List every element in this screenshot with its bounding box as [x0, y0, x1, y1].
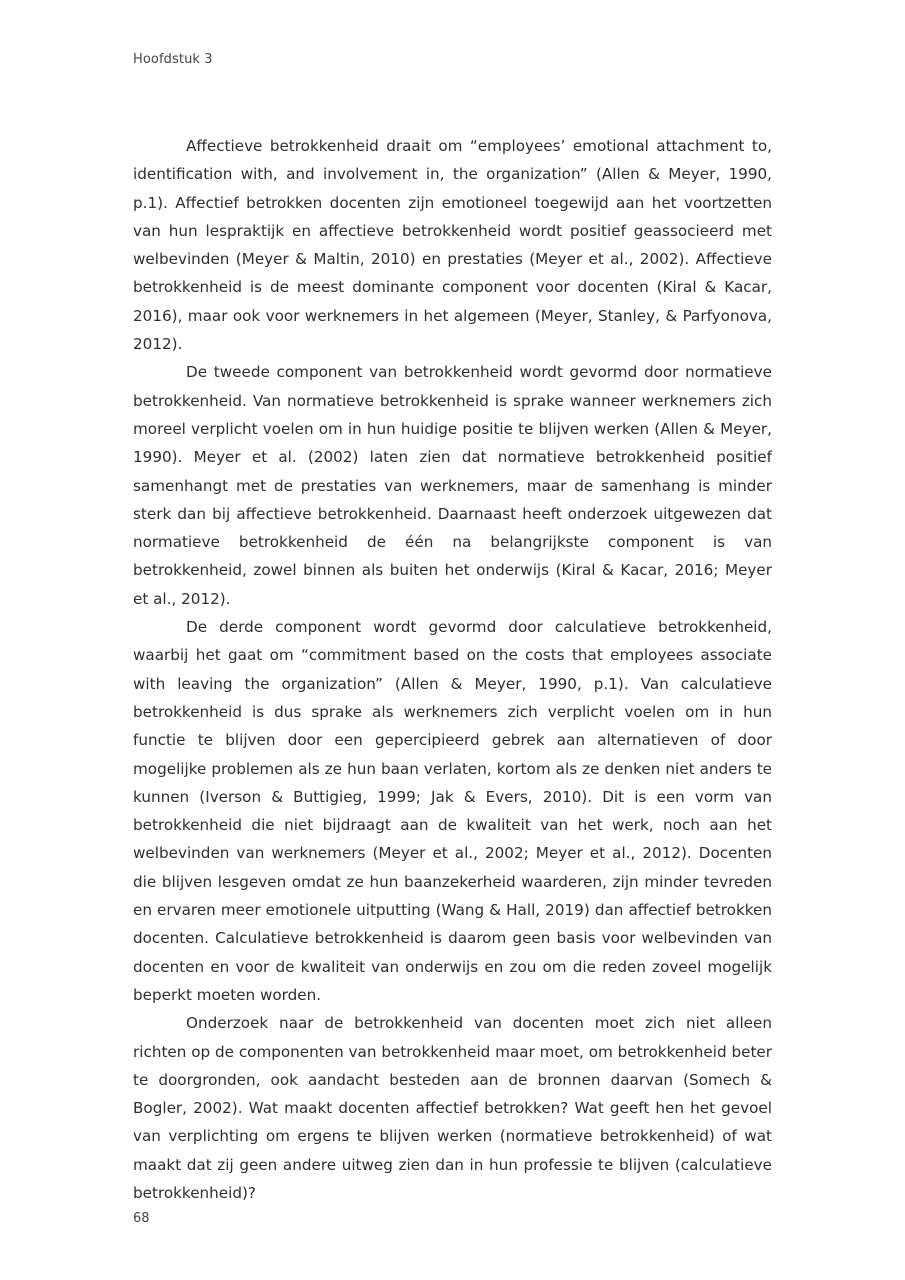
paragraph-sources-of-commitment: Onderzoek naar de betrokkenheid van docenten moet zich niet alleen richten op de componenten van betrokkenheid maar moet, om betrokkenheid beter te doorgronden, ook aandacht besteden aan de bronnen daarvan (Somech & Bogler, 2002). Wat maakt docenten affectief betrokken? Wat geeft hen het gevoel van verplichting om ergens te blijven werken (normatieve betrokkenheid) of wat maakt dat zij geen andere uitweg zien dan in hun professie te blijven (calculatieve betrokkenheid)? — [133, 1014, 772, 1202]
page-number: 68 — [133, 1211, 150, 1226]
paragraph-normative-commitment: De tweede component van betrokkenheid wordt gevormd door normatieve betrokkenheid. Van normatieve betrokkenheid is sprake wanneer werknemers zich moreel verplicht voelen om in hun huidige positie te blijven werken (Allen & Meyer, 1990). Meyer et al. (2002) laten zien dat normatieve betrokkenheid positief samenhangt met de prestaties van werknemers, maar de samenhang is minder sterk dan bij affectieve betrokkenheid. Daarnaast heeft onderzoek uitgewezen dat normatieve betrokkenheid de één na belangrijkste component is van betrokkenheid, zowel binnen als buiten het onderwijs (Kiral & Kacar, 2016; Meyer et al., 2012). — [133, 363, 772, 608]
paragraph-affective-commitment: Affectieve betrokkenheid draait om “employees’ emotional attachment to, identification with, and involvement in, the organization” (Allen & Meyer, 1990, p.1). Affectief betrokken docenten zijn emotioneel toegewijd aan het voortzetten van hun lespraktijk en affectieve betrokkenheid wordt positief geassocieerd met welbevinden (Meyer & Maltin, 2010) en prestaties (Meyer et al., 2002). Affectieve betrokkenheid is de meest dominante component voor docenten (Kiral & Kacar, 2016), maar ook voor werknemers in het algemeen (Meyer, Stanley, & Parfyonova, 2012). — [133, 137, 772, 354]
body-text — [133, 132, 772, 1207]
running-header-chapter: Hoofdstuk 3 — [133, 52, 213, 67]
paragraph-calculative-commitment: De derde component wordt gevormd door calculatieve betrokkenheid, waarbij het gaat om “commitment based on the costs that employees associate with leaving the organization” (Allen & Meyer, 1990, p.1). Van calculatieve betrokkenheid is dus sprake als werknemers zich verplicht voelen om in hun functie te blijven door een gepercipieerd gebrek aan alternatieven of door mogelijke problemen als ze hun baan verlaten, kortom als ze denken niet anders te kunnen (Iverson & Buttigieg, 1999; Jak & Evers, 2010). Dit is een vorm van betrokkenheid die niet bijdraagt aan de kwaliteit van het werk, noch aan het welbevinden van werknemers (Meyer et al., 2002; Meyer et al., 2012). Docenten die blijven lesgeven omdat ze hun baanzekerheid waarderen, zijn minder tevreden en ervaren meer emotionele uitputting (Wang & Hall, 2019) dan affectief betrokken docenten. Calculatieve betrokkenheid is daarom geen basis voor welbevinden van docenten en voor de kwaliteit van onderwijs en zou om die reden zoveel mogelijk beperkt moeten worden. — [133, 618, 772, 1004]
